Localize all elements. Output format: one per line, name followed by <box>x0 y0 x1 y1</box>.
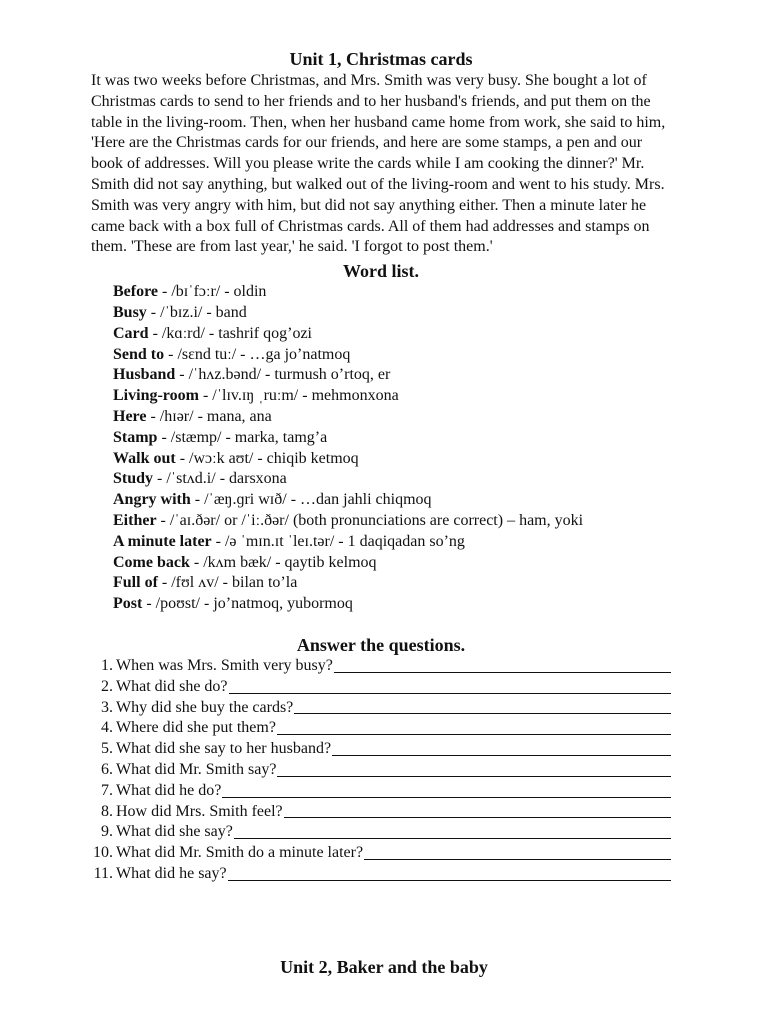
word-definition: - /ˈbɪz.i/ - band <box>146 303 247 321</box>
word-term: Come back <box>113 553 190 571</box>
question-text: When was Mrs. Smith very busy? <box>116 656 333 674</box>
word-definition: - /ˈæŋ.ɡri wɪð/ - …dan jahli chiqmoq <box>190 491 432 509</box>
question-item <box>91 802 671 823</box>
question-text: What did Mr. Smith say? <box>116 760 277 778</box>
word-term: Full of <box>113 574 158 592</box>
unit-1-title: Unit 1, Christmas cards <box>289 49 473 69</box>
question-number: 8. <box>101 802 113 820</box>
word-list-item <box>113 490 671 511</box>
question-text: What did he do? <box>116 781 222 799</box>
question-number: 7. <box>101 781 113 799</box>
word-definition: - /kʌm bæk/ - qaytib kelmoq <box>189 553 377 571</box>
story-paragraph: It was two weeks before Christmas, and Mrs. Smith was very busy. She bought a lot of Christmas cards to send to her friends and to her husband's friends, and put them on the table in the living-room. Then, when her husband came home from work, she said to him, 'Here are the Christmas cards for our friends, and here are some stamps, a pen and our book of addresses. Will you please write the cards while I am cooking the dinner?' Mr. Smith did not say anything, but walked out of the living-room and went to his study. Mrs. Smith was very angry with him, but did not say anything either. Then a minute later he came back with a box full of Christmas cards. All of them had addresses and stamps on them. 'These are from last year,' he said. 'I forgot to post them.' <box>91 72 666 256</box>
questions-title: Answer the questions. <box>296 634 466 655</box>
question-item <box>91 822 671 843</box>
word-definition: - /kɑːrd/ - tashrif qog’ozi <box>148 324 312 342</box>
question-number: 5. <box>101 740 113 758</box>
word-term: Stamp <box>113 428 158 446</box>
word-list-item <box>113 594 671 615</box>
word-definition: - /ˈaɪ.ðər/ or /ˈiː.ðər/ (both pronunciations are correct) – ham, yoki <box>156 511 584 529</box>
question-item <box>91 718 671 739</box>
answer-line[interactable] <box>234 822 671 839</box>
question-item <box>91 656 671 677</box>
word-term: Walk out <box>113 449 176 467</box>
questions-list <box>91 656 671 885</box>
question-number: 9. <box>101 823 113 841</box>
answer-line[interactable] <box>277 760 671 777</box>
word-term: Post <box>113 595 143 613</box>
question-text: What did she do? <box>116 677 228 695</box>
word-definition: - /bɪˈfɔːr/ - oldin <box>158 283 267 301</box>
word-term: Study <box>113 470 154 488</box>
word-list-item <box>113 365 671 386</box>
word-definition: - /wɔːk aʊt/ - chiqib ketmoq <box>175 449 359 467</box>
question-item <box>91 739 671 760</box>
question-item <box>91 760 671 781</box>
word-definition: - /poʊst/ - jo’natmoq, yubormoq <box>142 595 353 613</box>
answer-line[interactable] <box>364 843 671 860</box>
word-list <box>91 282 671 615</box>
answer-line[interactable] <box>294 698 671 715</box>
word-list-item <box>113 553 671 574</box>
word-term: Either <box>113 511 157 529</box>
answer-line[interactable] <box>334 656 671 673</box>
question-number: 6. <box>101 760 113 778</box>
question-text: What did Mr. Smith do a minute later? <box>116 844 364 862</box>
word-list-item <box>113 386 671 407</box>
word-definition: - /sɛnd tuː/ - …ga jo’natmoq <box>164 345 351 363</box>
word-term: Card <box>113 324 149 342</box>
word-definition: - /ˈstʌd.i/ - darsxona <box>153 470 287 488</box>
word-list-item <box>113 303 671 324</box>
answer-line[interactable] <box>277 718 671 735</box>
question-text: What did she say to her husband? <box>116 740 332 758</box>
word-term: Husband <box>113 366 176 384</box>
word-term: A minute later <box>113 532 212 550</box>
word-list-title: Word list. <box>342 261 419 282</box>
word-term: Send to <box>113 345 165 363</box>
question-text: What did he say? <box>116 864 227 882</box>
word-definition: - /ə ˈmɪn.ɪt ˈleɪ.tər/ - 1 daqiqadan so’ng <box>211 532 465 550</box>
answer-line[interactable] <box>228 864 671 881</box>
question-text: What did she say? <box>116 823 233 841</box>
question-item <box>91 781 671 802</box>
word-term: Living-room <box>113 387 199 405</box>
question-text: Where did she put them? <box>116 719 276 737</box>
word-definition: - /ˈhʌz.bənd/ - turmush o’rtoq, er <box>175 366 391 384</box>
word-list-item <box>113 428 671 449</box>
word-term: Busy <box>113 303 147 321</box>
word-list-item <box>113 532 671 553</box>
answer-line[interactable] <box>222 781 671 798</box>
word-term: Angry with <box>113 491 191 509</box>
word-definition: - /stæmp/ - marka, tamg’a <box>157 428 328 446</box>
question-text: Why did she buy the cards? <box>116 698 294 716</box>
question-number: 10. <box>93 844 113 862</box>
question-item <box>91 698 671 719</box>
question-number: 11. <box>93 864 113 882</box>
word-term: Before <box>113 283 159 301</box>
unit-2-title: Unit 2, Baker and the baby <box>280 957 488 977</box>
word-list-item <box>113 449 671 470</box>
question-text: How did Mrs. Smith feel? <box>116 802 283 820</box>
question-number: 2. <box>101 677 113 695</box>
word-list-item <box>113 511 671 532</box>
answer-line[interactable] <box>229 677 671 694</box>
question-item <box>91 864 671 885</box>
word-list-item <box>113 324 671 345</box>
word-definition: - /fʊl ʌv/ - bilan to’la <box>157 574 298 592</box>
word-list-item <box>113 282 671 303</box>
word-list-item <box>113 407 671 428</box>
question-number: 3. <box>101 698 113 716</box>
question-number: 4. <box>101 719 113 737</box>
question-item <box>91 843 671 864</box>
answer-line[interactable] <box>332 739 671 756</box>
answer-line[interactable] <box>284 802 671 819</box>
word-definition: - /hɪər/ - mana, ana <box>146 407 272 425</box>
word-list-item <box>113 345 671 366</box>
word-list-item <box>113 573 671 594</box>
document-page <box>91 48 671 885</box>
question-number: 1. <box>101 656 113 674</box>
question-item <box>91 677 671 698</box>
word-list-item <box>113 469 671 490</box>
word-definition: - /ˈlɪv.ɪŋ ˌruːm/ - mehmonxona <box>198 387 399 405</box>
word-term: Here <box>113 407 147 425</box>
